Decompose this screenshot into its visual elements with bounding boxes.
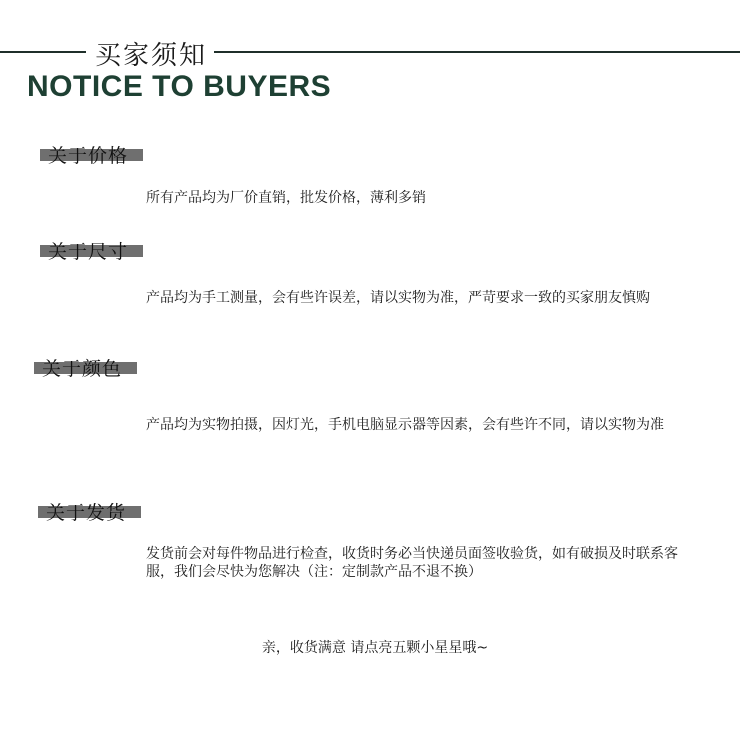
- header-rule-left: [0, 51, 86, 53]
- section-size-heading: 关于尺寸: [48, 241, 129, 263]
- title-english: NOTICE TO BUYERS: [27, 70, 332, 103]
- section-shipping-text-line2: 服，我们会尽快为您解决（注：定制款产品不退不换）: [146, 564, 482, 580]
- section-shipping-heading: 关于发货: [46, 502, 127, 524]
- section-size-text: 产品均为手工测量，会有些许误差，请以实物为准，严苛要求一致的买家朋友慎购: [146, 290, 650, 306]
- header-rule-right: [214, 51, 740, 53]
- section-price-text: 所有产品均为厂价直销，批发价格，薄利多销: [146, 190, 426, 206]
- section-price-heading: 关于价格: [48, 145, 129, 167]
- title-chinese: 买家须知: [95, 41, 208, 71]
- section-color-heading: 关于颜色: [42, 358, 123, 380]
- closing-message: 亲，收货满意 请点亮五颗小星星哦~: [261, 640, 489, 656]
- section-shipping-text-line1: 发货前会对每件物品进行检查，收货时务必当快递员面签收验货，如有破损及时联系客: [146, 546, 678, 562]
- section-color-text: 产品均为实物拍摄，因灯光，手机电脑显示器等因素，会有些许不同，请以实物为准: [146, 417, 664, 433]
